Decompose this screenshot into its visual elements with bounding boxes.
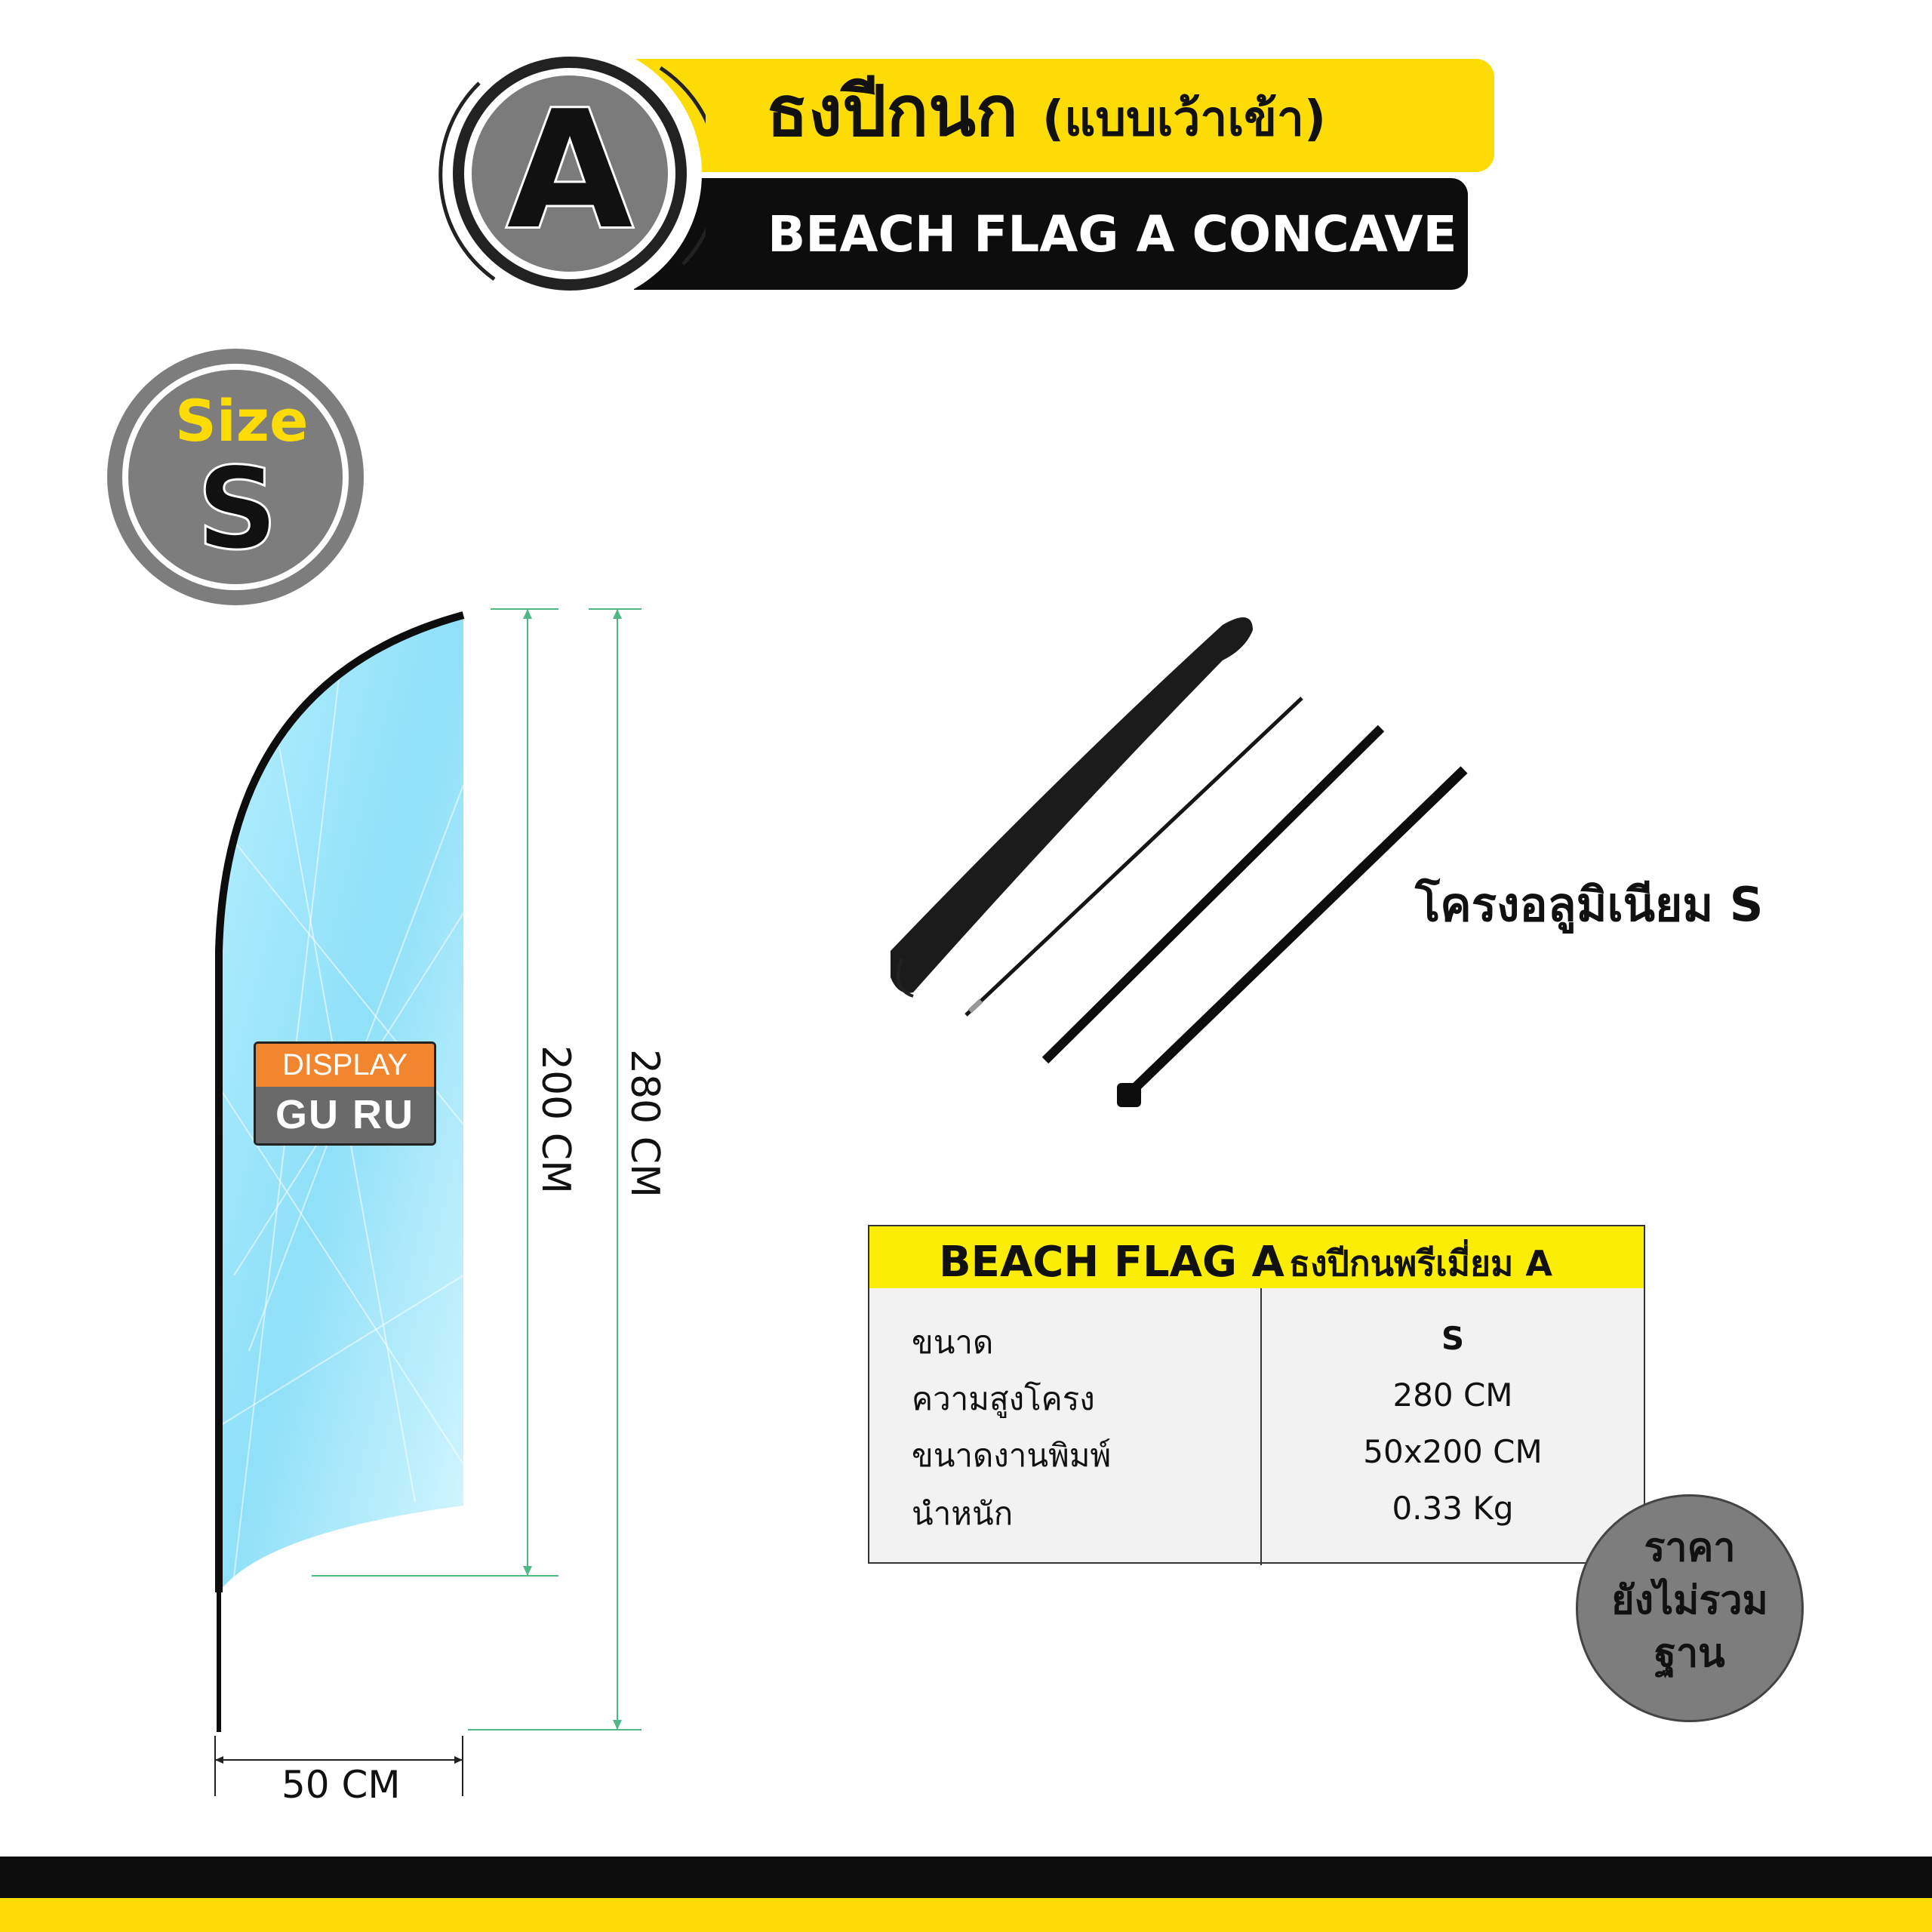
price-note-line3: ฐาน — [1654, 1631, 1725, 1676]
display-guru-logo — [254, 1041, 436, 1146]
spec-header-left: BEACH FLAG A — [939, 1238, 1284, 1287]
dimension-lines — [0, 0, 679, 1841]
ground-stake-icon — [1117, 1083, 1141, 1107]
spec-row-value-print-size: 50x200 CM — [1363, 1433, 1543, 1470]
footer-yellow-band — [0, 1898, 1932, 1932]
print-height-label: 200 CM — [533, 1045, 578, 1194]
price-note-badge — [1576, 1494, 1804, 1722]
page-title-thai: ธงปีกนก (แบบเว้าเข้า) — [766, 71, 1327, 152]
badge-letter: A — [506, 75, 633, 265]
size-letter: S — [196, 444, 278, 575]
spec-row-value-size: S — [1441, 1320, 1465, 1357]
aluminium-frame-parts-illustration — [868, 596, 1494, 1140]
spec-header-right: ธงปีกนพรีเมี่ยม A — [1289, 1243, 1552, 1284]
spec-table — [868, 1225, 1645, 1564]
spec-table-header — [869, 1226, 1644, 1288]
spec-row-value-frame-height: 280 CM — [1392, 1377, 1513, 1414]
price-note-line1: ราคา — [1644, 1525, 1736, 1571]
logo-top-text: DISPLAY — [256, 1044, 434, 1087]
total-height-label: 280 CM — [622, 1049, 667, 1198]
frame-label: โครงอลูมิเนียม S — [1415, 877, 1764, 932]
spec-row-label-weight: นำหนัก — [912, 1495, 1014, 1532]
spec-row-label-frame-height: ความสูงโครง — [912, 1380, 1095, 1417]
page-title-english: BEACH FLAG A CONCAVE — [768, 205, 1457, 263]
size-label: Size — [175, 387, 309, 454]
spec-row-value-weight: 0.33 Kg — [1392, 1490, 1514, 1527]
footer-black-band — [0, 1857, 1932, 1898]
logo-bottom-text: GU RU — [256, 1087, 434, 1143]
spec-row-label-print-size: ขนาดงานพิมพ์ — [912, 1437, 1112, 1474]
spec-row-label-size: ขนาด — [912, 1324, 994, 1361]
page-title-thai-sub: (แบบเว้าเข้า) — [1041, 91, 1327, 147]
width-label: 50 CM — [281, 1763, 401, 1807]
price-note-line2: ยังไม่รวม — [1611, 1578, 1768, 1623]
